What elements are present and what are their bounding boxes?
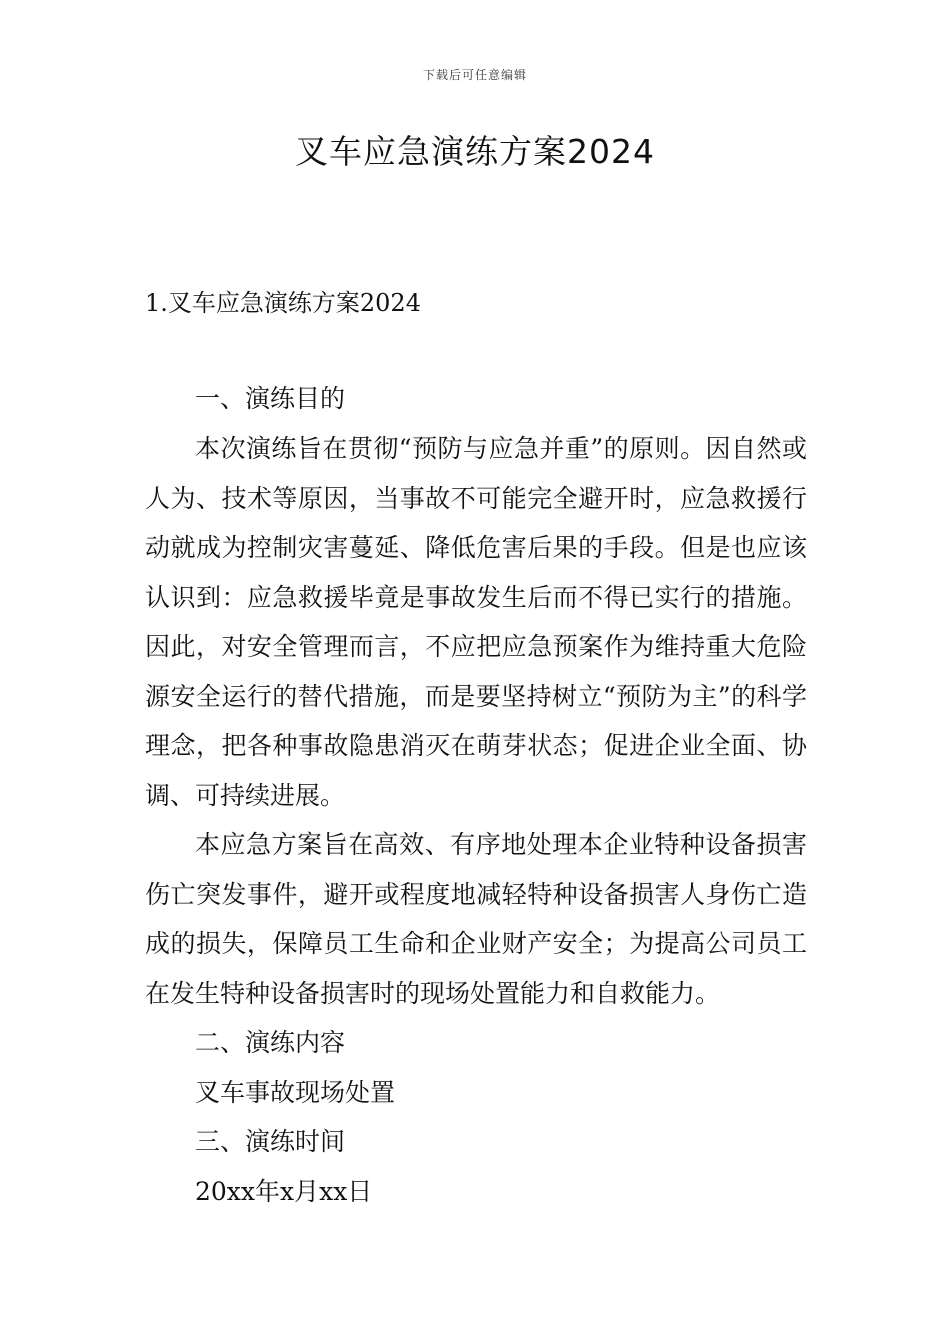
paragraph-purpose: 本次演练旨在贯彻“预防与应急并重”的原则。因自然或人为、技术等原因，当事故不可能完全避开时，应急救援行动就成为控制灾害蔓延、降低危害后果的手段。但是也应该认识到：应急救援毕竟是事故发生后而不得已实行的措施。因此，对安全管理而言，不应把应急预案作为维持重大危险源安全运行的替代措施，而是要坚持树立“预防为主”的科学理念，把各种事故隐患消灭在萌芽状态；促进企业全面、协调、可持续进展。 — [145, 434, 807, 810]
header-note: 下载后可任意编辑 — [422, 68, 527, 82]
section-title: 1.叉车应急演练方案2024 — [145, 289, 421, 317]
content-line: 叉车事故现场处置 — [195, 1077, 396, 1107]
body-block-top — [145, 374, 807, 424]
heading-purpose: 一、演练目的 — [195, 384, 346, 413]
body-block-main — [145, 424, 807, 1216]
document-title: 叉车应急演练方案2024 — [295, 132, 655, 171]
date-line: 20xx年x月xx日 — [195, 1176, 373, 1206]
heading-time: 三、演练时间 — [195, 1127, 346, 1156]
heading-content: 二、演练内容 — [195, 1028, 346, 1057]
paragraph-plan-goal: 本应急方案旨在高效、有序地处理本企业特种设备损害伤亡突发事件，避开或程度地减轻特种设备损害人身伤亡造成的损失，保障员工生命和企业财产安全；为提高公司员工在发生特种设备损害时的现场处置能力和自救能力。 — [145, 830, 807, 1008]
